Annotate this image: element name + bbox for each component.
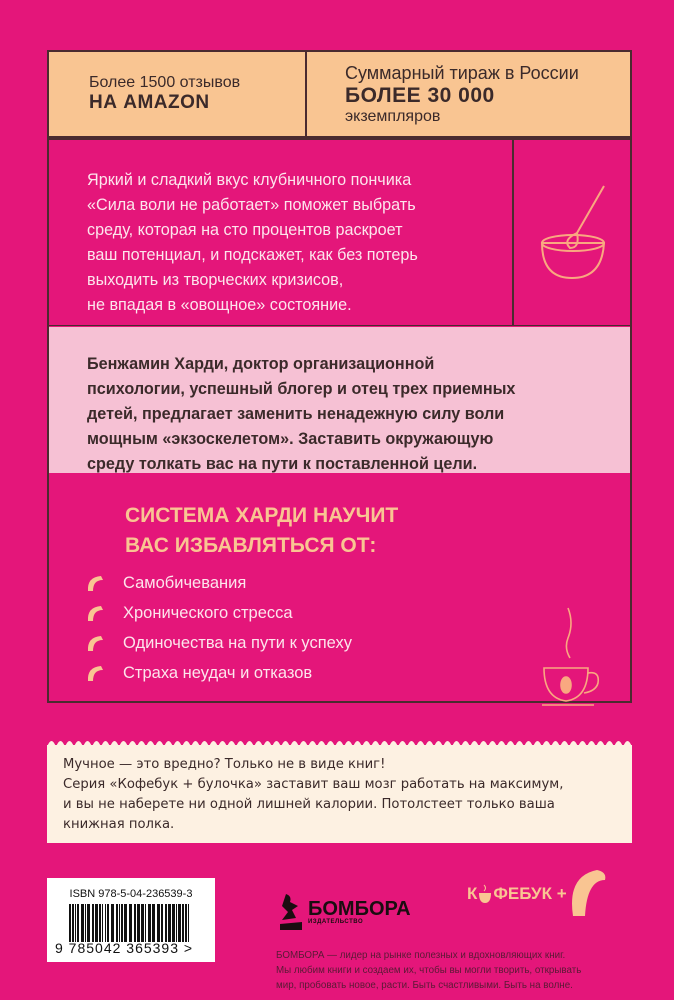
barcode-bar (148, 904, 151, 942)
list-item (85, 598, 352, 628)
print-line: Суммарный тираж в России (345, 62, 579, 83)
barcode-bar (165, 904, 167, 942)
barcode-bar (145, 904, 146, 942)
item-label: Страха неудач и отказов (123, 663, 313, 682)
isbn-label: ISBN 978-5-04-236539-3 (69, 888, 193, 900)
intro-line: «Сила воли не работает» поможет выбрать (87, 196, 416, 214)
croissant-icon (85, 603, 105, 623)
heading-line: СИСТЕМА ХАРДИ НАУЧИТ (125, 504, 399, 527)
barcode-bar (168, 904, 171, 942)
barcode-bar (69, 904, 71, 942)
print-unit: экземпляров (345, 107, 441, 125)
publisher-logo (278, 892, 411, 932)
barcode-bar (141, 904, 144, 942)
about-line: Мы любим книги и создаем их, чтобы вы могли творить, открывать (276, 965, 582, 976)
croissant-icon (85, 573, 105, 593)
about-line: мир, пробовать новое, расти. Быть счастливыми. Быть на волне. (276, 980, 573, 991)
intro-line: ваш потенциал, и подскажет, как без потерь (87, 246, 418, 264)
brand-letter: К (467, 884, 478, 903)
intro-line: выходить из творческих кризисов, (87, 271, 344, 289)
barcode-bar (121, 904, 123, 942)
barcode-bar (87, 904, 90, 942)
barcode-bar (92, 904, 94, 942)
system-list (85, 568, 352, 688)
author-row (49, 327, 630, 473)
series-line: Серия «Кофебук + булочка» заставит ваш мозг работать на максимум, (63, 777, 564, 792)
barcode-bar (185, 904, 187, 942)
author-line: мощным «экзоскелетом». Заставить окружающую (87, 430, 494, 448)
croissant-icon (567, 866, 607, 922)
croissant-icon (85, 633, 105, 653)
barcode-bar (116, 904, 118, 942)
series-note (47, 745, 632, 843)
barcode-bar (172, 904, 175, 942)
about-line: БОМБОРА — лидер на рынке полезных и вдохновляющих книг. (276, 950, 566, 961)
publisher-name: БОМБОРА (308, 898, 411, 920)
print-stat (307, 52, 630, 136)
intro-text (49, 140, 514, 325)
print-big: БОЛЕЕ 30 000 (345, 83, 495, 107)
series-line: книжная полка. (63, 817, 175, 832)
barcode-bar (134, 904, 136, 942)
barcode-bar (176, 904, 177, 942)
barcode-icon (69, 904, 193, 942)
system-row (49, 473, 630, 703)
brand-text: ФЕБУК + (493, 884, 567, 903)
barcode-bar (105, 904, 106, 942)
barcode-bar (111, 904, 114, 942)
list-item (85, 628, 352, 658)
coffee-cup-icon (538, 603, 608, 713)
barcode-bar (152, 904, 155, 942)
reviews-line: Более 1500 отзывов (89, 74, 241, 91)
barcode-bar (77, 904, 79, 942)
barcode-bar (95, 904, 98, 942)
item-label: Одиночества на пути к успеху (123, 633, 352, 652)
barcode-bar (157, 904, 160, 942)
barcode-bar (72, 904, 74, 942)
barcode-bar (161, 904, 163, 942)
reviews-big: НА AMAZON (89, 92, 210, 113)
barcode-bar (178, 904, 181, 942)
item-label: Самобичевания (123, 573, 247, 592)
barcode-bar (99, 904, 101, 942)
reviews-stat (49, 52, 307, 136)
barcode-bar (188, 904, 189, 942)
barcode-bar (85, 904, 86, 942)
publisher-about (276, 948, 581, 993)
barcode-bar (124, 904, 127, 942)
item-label: Хронического стресса (123, 603, 293, 622)
author-line: детей, предлагает заменить ненадежную силу воли (87, 405, 505, 423)
intro-row (49, 140, 630, 326)
author-line: Бенжамин Харди, доктор организационной (87, 355, 435, 373)
isbn-digits: 9 785042 365393 > (55, 940, 194, 956)
publisher-sub: ИЗДАТЕЛЬСТВО (308, 919, 364, 925)
whisk-bowl-icon (514, 140, 630, 325)
list-item (85, 568, 352, 598)
croissant-icon (85, 663, 105, 683)
barcode-bar (119, 904, 120, 942)
intro-line: среду, которая на сто процентов раскроет (87, 221, 403, 239)
cup-letter-icon (477, 883, 493, 905)
list-item (85, 658, 352, 688)
bombora-logo-icon (278, 892, 304, 932)
series-brand (467, 866, 607, 922)
intro-line: не впадая в «овощное» состояние. (87, 296, 352, 314)
heading-line: ВАС ИЗБАВЛЯТЬСЯ ОТ: (125, 534, 377, 557)
barcode-bar (81, 904, 84, 942)
series-line: и вы не наберете ни одной лишней калории. Потолстеет только ваша (63, 797, 555, 812)
author-line: среду толкать вас на пути к поставленной цели. (87, 455, 478, 473)
series-line: Мучное — это вредно? Только не в виде книг! (63, 757, 386, 772)
stats-row (49, 52, 630, 140)
isbn-barcode (47, 878, 215, 962)
barcode-bar (107, 904, 109, 942)
intro-line: Яркий и сладкий вкус клубничного пончика (87, 171, 412, 189)
info-frame (47, 50, 632, 703)
system-heading (125, 501, 398, 561)
barcode-bar (137, 904, 140, 942)
barcode-bar (102, 904, 103, 942)
author-line: психологии, успешный блогер и отец трех приемных (87, 380, 516, 398)
barcode-bar (182, 904, 184, 942)
barcode-bar (75, 904, 76, 942)
barcode-bar (129, 904, 132, 942)
